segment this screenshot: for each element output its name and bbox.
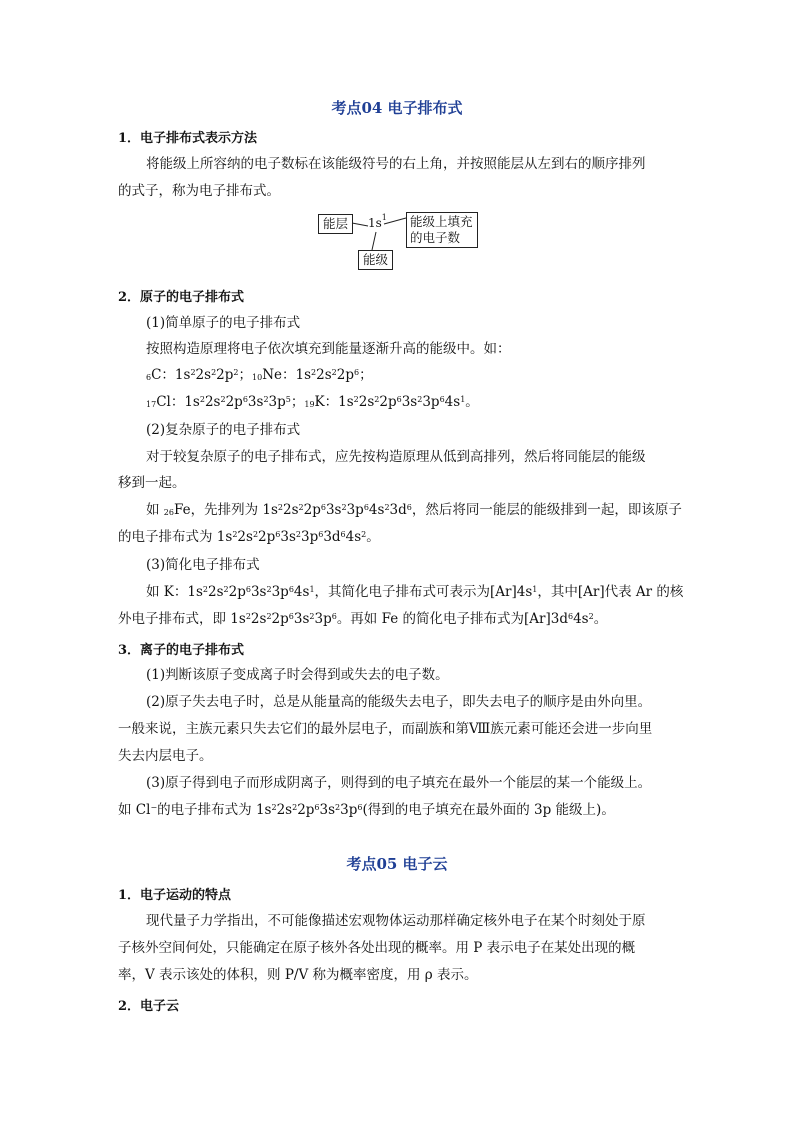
ion-point-3-line2: 如 Cl−的电子排布式为 $1s^22s^22p^63s^23p^6$(得到的电子填充在最外面的 3p 能级上)。 [118,802,615,818]
section-04-title: 考点04 电子排布式 [331,99,463,117]
diagram-energy-level-box: 能级 [358,250,393,270]
diagram-1s-label: $1s^1$ [368,213,387,230]
motion-line1: 现代量子力学指出，不可能像描述宏观物体运动那样确定核外电子在某个时刻处于原 [146,913,646,929]
formula-c-ne: $_6$C：$1s^22s^22p^2$；$_{10}$Ne：$1s^22s^22p^6$； [146,367,373,383]
motion-line3: 率，V 表示该处的体积，则 P/V 称为概率密度，用 ρ 表示。 [118,967,478,983]
paragraph-1-line2: 的式子，称为电子排布式。 [118,183,280,199]
ion-point-3-line1: (3)原子得到电子而形成阴离子，则得到的电子填充在最外一个能层的某一个能级上。 [146,775,652,791]
k-simplified-line2: 外电子排布式，即 $1s^22s^22p^63s^23p^6$。再如 Fe 的简化电子排布式为$[Ar]3d^64s^2$。 [118,611,608,627]
subheading-simplified: (3)简化电子排布式 [146,557,260,573]
k-simplified-line1: 如 K：$1s^22s^22p^63s^23p^64s^1$，其简化电子排布式可表示为$[Ar]4s^1$，其中[Ar]代表 Ar 的核 [146,584,684,600]
heading-3-ion: 3．离子的电子排布式 [118,643,245,658]
complex-line1: 对于较复杂原子的电子排布式，应先按构造原理从低到高排列，然后将同能层的能级 [146,449,646,465]
ion-point-2-line3: 失去内层电子。 [118,748,213,764]
fe-example-line2: 的电子排布式为 $1s^22s^22p^63s^23p^63d^64s^2$。 [118,529,380,545]
section-05-title: 考点05 电子云 [346,855,448,873]
paragraph-1-line1: 将能级上所容纳的电子数标在该能级符号的右上角，并按照能层从左到右的顺序排列 [146,156,646,172]
heading-1-notation: 1．电子排布式表示方法 [118,131,258,146]
ion-point-2-line1: (2)原子失去电子时，总是从能量高的能级失去电子，即失去电子的顺序是由外向里。 [146,694,652,710]
formula-cl-k: $_{17}$Cl：$1s^22s^22p^63s^23p^5$；$_{19}$K：$1s^22s^22p^63s^23p^64s^1$。 [146,394,479,410]
heading-electron-cloud: 2．电子云 [118,999,180,1014]
subheading-complex: (2)复杂原子的电子排布式 [146,422,301,438]
simple-text: 按照构造原理将电子依次填充到能量逐渐升高的能级中。如： [146,341,511,357]
fe-example-line1: 如 $_{26}$Fe，先排列为 $1s^22s^22p^63s^23p^64s^23d^6$，然后将同一能层的能级排到一起，即该原子 [146,502,682,518]
diagram-energy-layer-box: 能层 [318,214,353,234]
ion-point-1: (1)判断该原子变成离子时会得到或失去的电子数。 [146,667,449,683]
subheading-simple: (1)简单原子的电子排布式 [146,315,301,331]
ion-point-2-line2: 一般来说，主族元素只失去它们的最外层电子，而副族和第Ⅷ族元素可能还会进一步向里 [118,721,653,737]
diagram-electron-count-box: 能级上填充 的电子数 [406,212,478,248]
heading-electron-motion: 1．电子运动的特点 [118,888,232,903]
motion-line2: 子核外空间何处，只能确定在原子核外各处出现的概率。用 P 表示电子在某处出现的概 [118,940,636,956]
notation-diagram [316,210,478,272]
heading-2-atom: 2．原子的电子排布式 [118,290,245,305]
complex-line2: 移到一起。 [118,475,186,491]
